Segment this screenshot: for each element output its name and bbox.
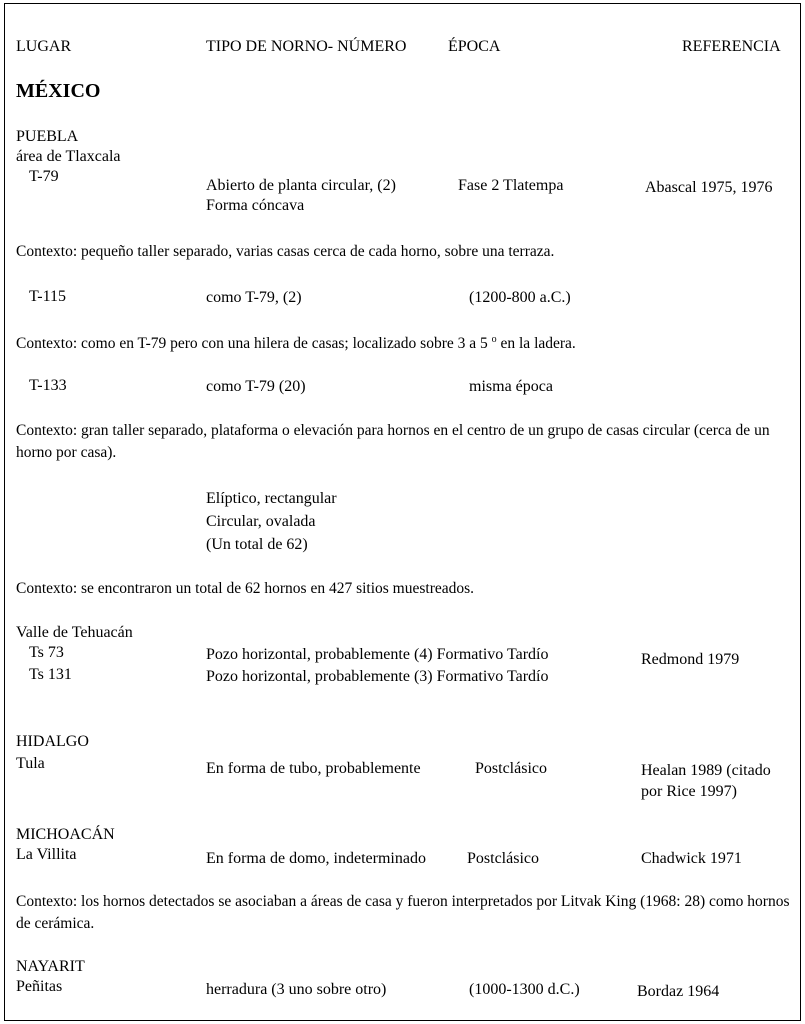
ts131-tipo: Pozo horizontal, probablemente (3) Formativo Tardío: [206, 668, 549, 685]
degree-mark: o: [491, 333, 497, 345]
header-lugar: LUGAR: [16, 38, 72, 55]
tula-ref-line1: Healan 1989 (citado: [641, 762, 771, 779]
tula-epoca: Postclásico: [475, 760, 547, 777]
tula-ref-line2: por Rice 1997): [641, 783, 737, 800]
tula-tipo: En forma de tubo, probablemente: [206, 760, 421, 777]
document-page: [4, 3, 801, 1021]
penitas-ref: Bordaz 1964: [637, 983, 720, 1000]
ts73-ref: Redmond 1979: [641, 651, 740, 668]
villita-contexto: Contexto: los hornos detectados se asociaban a áreas de casa y fueron interpretados por Litvak King (1968: 28) como hornos de cerámica.: [16, 893, 790, 932]
t133-contexto: Contexto: gran taller separado, plataforma o elevación para hornos en el centro de un grupo de casas circular (cerca de un horno por casa).: [16, 422, 770, 461]
villita-epoca: Postclásico: [467, 850, 539, 867]
country-heading: MÉXICO: [16, 80, 101, 102]
t133-tipo: como T-79 (20): [206, 378, 306, 395]
header-referencia: REFERENCIA: [682, 38, 781, 55]
t115-epoca: (1200-800 a.C.): [469, 289, 571, 306]
site-tula: Tula: [16, 755, 45, 772]
area-tehuacan: Valle de Tehuacán: [16, 624, 133, 641]
t79-tipo-line1: Abierto de planta circular, (2): [206, 177, 396, 194]
site-ts73: Ts 73: [29, 644, 64, 661]
t79-contexto: Contexto: pequeño taller separado, varias casas cerca de cada horno, sobre una terraza.: [16, 243, 555, 260]
header-epoca: ÉPOCA: [448, 38, 501, 55]
otros-contexto: Contexto: se encontraron un total de 62 hornos en 427 sitios muestreados.: [16, 580, 475, 597]
t115-contexto: [16, 333, 791, 355]
penitas-epoca: (1000-1300 d.C.): [469, 981, 580, 998]
villita-tipo: En forma de domo, indeterminado: [206, 850, 426, 867]
state-puebla: PUEBLA: [16, 128, 79, 145]
site-t115: T-115: [29, 288, 67, 305]
state-hidalgo: HIDALGO: [16, 733, 89, 750]
site-penitas: Peñitas: [16, 978, 63, 995]
otros-line2: Circular, ovalada: [206, 513, 316, 530]
header-tipo: TIPO DE NORNO- NÚMERO: [206, 38, 407, 55]
state-michoacan: MICHOACÁN: [16, 826, 115, 843]
site-la-villita: La Villita: [16, 846, 77, 863]
t115-contexto-text: Contexto: como en T-79 pero con una hilera de casas; localizado sobre 3 a 5: [16, 335, 488, 352]
t79-tipo-line2: Forma cóncava: [206, 197, 305, 214]
site-t79: T-79: [29, 168, 59, 185]
state-nayarit: NAYARIT: [16, 958, 85, 975]
ts73-tipo: Pozo horizontal, probablemente (4) Formativo Tardío: [206, 646, 549, 663]
villita-ref: Chadwick 1971: [641, 850, 742, 867]
t133-epoca: misma época: [469, 378, 553, 395]
site-t133: T-133: [29, 377, 67, 394]
area-tlaxcala: área de Tlaxcala: [16, 148, 121, 165]
penitas-tipo: herradura (3 uno sobre otro): [206, 981, 387, 998]
site-ts131: Ts 131: [29, 666, 72, 683]
otros-line3: (Un total de 62): [206, 536, 308, 553]
t79-epoca: Fase 2 Tlatempa: [458, 177, 564, 194]
otros-line1: Elíptico, rectangular: [206, 490, 337, 507]
t79-ref: Abascal 1975, 1976: [645, 179, 773, 196]
t115-contexto-after: en la ladera.: [496, 335, 576, 352]
t115-tipo: como T-79, (2): [206, 289, 302, 306]
